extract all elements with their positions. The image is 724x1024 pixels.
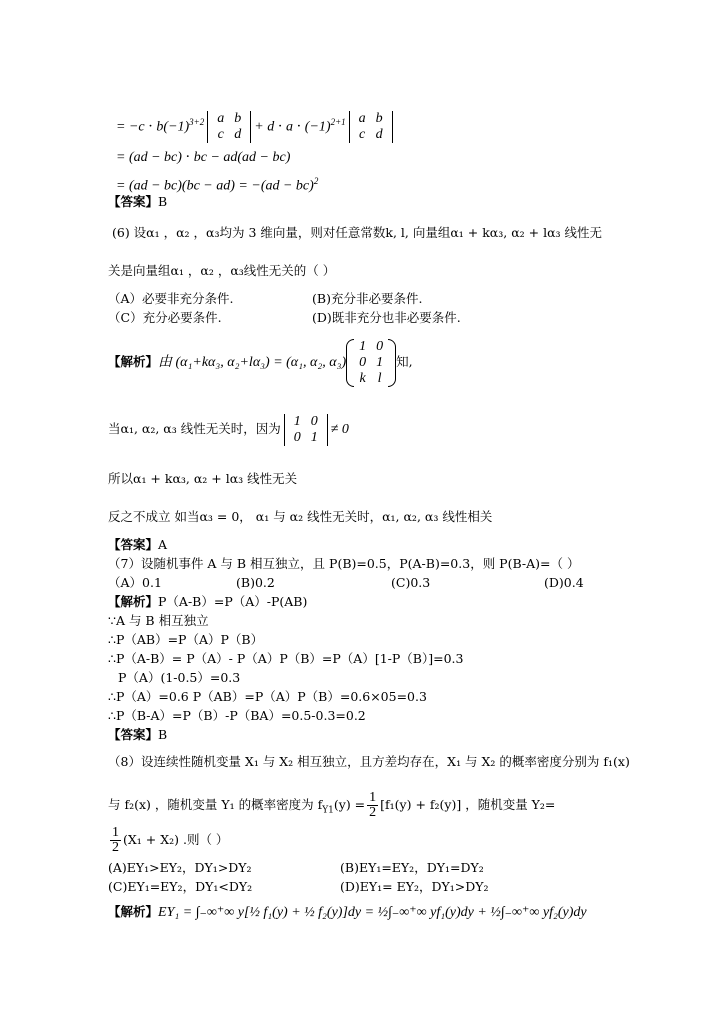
question-7-option-b: (B)0.2 xyxy=(236,575,275,590)
solution-7-line-1: 【解析】P（A-B）=P（A）-P(AB) xyxy=(108,594,308,609)
question-7-option-a: （A）0.1 xyxy=(108,575,162,590)
answer-6: 【答案】A xyxy=(108,537,168,552)
answer-5: 【答案】B xyxy=(108,194,168,209)
question-8-option-b: (B)EY₁=EY₂，DY₁=DY₂ xyxy=(340,860,484,875)
question-6-line-2: 关是向量组α₁ ，α₂ ，α₃线性无关的（ ） xyxy=(108,263,336,278)
fraction-half-2: $\frac{1}{2}$ xyxy=(112,825,119,855)
question-7-text: （7）设随机事件 A 与 B 相互独立，且 P(B)=0.5，P(A-B)=0.3，则 P(B-A)=（ ） xyxy=(108,556,580,571)
question-8-option-c: (C)EY₁=EY₂，DY₁<DY₂ xyxy=(108,879,253,894)
question-6-option-d: (D)既非充分也非必要条件. xyxy=(312,310,461,325)
solution-7-line-3: ∴P（AB）=P（A）P（B） xyxy=(108,632,264,647)
equation-line-2: = (ad − bc) ⋅ bc − ad(ad − bc) xyxy=(116,150,291,165)
question-6-option-a: （A）必要非充分条件. xyxy=(108,291,234,306)
solution-7-line-4: ∴P（A-B）= P（A）- P（A）P（B）=P（A）[1-P（B）]=0.3 xyxy=(108,651,464,666)
question-8-option-a: (A)EY₁>EY₂，DY₁>DY₂ xyxy=(108,860,252,875)
equation-exponent-1: 3+2 xyxy=(189,117,205,127)
equation-exponent-2: 2+1 xyxy=(330,117,346,127)
determinant-identity: 1 0 0 1 xyxy=(284,414,328,446)
solution-7-line-6: ∴P（A）=0.6 P（AB）=P（A）P（B）=0.6×05=0.3 xyxy=(108,689,427,704)
solution-6-line-4: 反之不成立 如当α₃ = 0， α₁ 与 α₂ 线性无关时，α₁, α₂, α₃ 线性相关 xyxy=(108,509,493,524)
question-8-line-1: （8）设连续性随机变量 X₁ 与 X₂ 相互独立，且方差均存在，X₁ 与 X₂ 的概率密度分别为 f₁(x) xyxy=(108,754,630,769)
solution-6-line-2: 当α₁, α₂, α₃ 线性无关时，因为 1 0 0 1 ≠ 0 xyxy=(108,413,349,445)
determinant-abcd-1: a b c d xyxy=(207,111,251,143)
question-6-line-1: (6) 设α₁ ，α₂ ，α₃均为 3 维向量，则对任意常数k, l, 向量组α₁ + kα₃, α₂ + lα₃ 线性无 xyxy=(112,225,602,240)
answer-7: 【答案】B xyxy=(108,727,168,742)
question-6-option-c: （C）充分必要条件. xyxy=(108,310,222,325)
question-8-line-3: $\frac{1}{2}$ (X₁ + X₂) .则（ ） xyxy=(112,825,229,855)
equation-line-3: = (ad − bc)(bc − ad) = −(ad − bc)$^2$ xyxy=(116,176,319,194)
question-8-option-d: (D)EY₁= EY₂，DY₁>DY₂ xyxy=(340,879,489,894)
question-6-option-b: (B)充分非必要条件. xyxy=(312,291,423,306)
solution-7-line-2: ∵A 与 B 相互独立 xyxy=(108,613,209,628)
solution-7-line-5: P（A）(1-0.5）=0.3 xyxy=(118,670,241,685)
equation-term-1: = −c ⋅ b(−1) xyxy=(116,119,190,135)
solution-8-line-1: 【解析】EY₁ = ∫₋∞⁺∞ y[½ f₁(y) + ½ f₂(y)]dy = ½∫₋∞⁺∞ yf₁(y)dy + ½∫₋∞⁺∞ yf₂(y)dy xyxy=(108,904,587,920)
equation-line-1 xyxy=(116,104,396,146)
coefficient-matrix: 1 0 0 1 k l xyxy=(346,339,396,387)
solution-6-line-3: 所以α₁ + kα₃, α₂ + lα₃ 线性无关 xyxy=(108,471,298,486)
question-7-option-c: (C)0.3 xyxy=(391,575,431,590)
question-7-option-d: (D)0.4 xyxy=(544,575,584,590)
solution-7-line-7: ∴P（B-A）=P（B）-P（BA）=0.5-0.3=0.2 xyxy=(108,708,366,723)
equation-term-2: + d ⋅ a ⋅ (−1) xyxy=(254,119,331,135)
fraction-half: $\frac{1}{2}$ xyxy=(369,790,377,820)
determinant-abcd-2: a b c d xyxy=(349,111,393,143)
solution-6-line-1: 【解析】由 (α₁+kα₃, α₂+lα₃) = (α₁, α₂, α₃) 1 0 0 1 k l 知, xyxy=(108,338,413,386)
question-8-line-2: 与 f₂(x) ，随机变量 Y₁ 的概率密度为 $f_{Y1}(y)$ = $\frac{1}{2}$ [f₁(y) + f₂(y)] ，随机变量 Y₂= xyxy=(108,790,556,820)
